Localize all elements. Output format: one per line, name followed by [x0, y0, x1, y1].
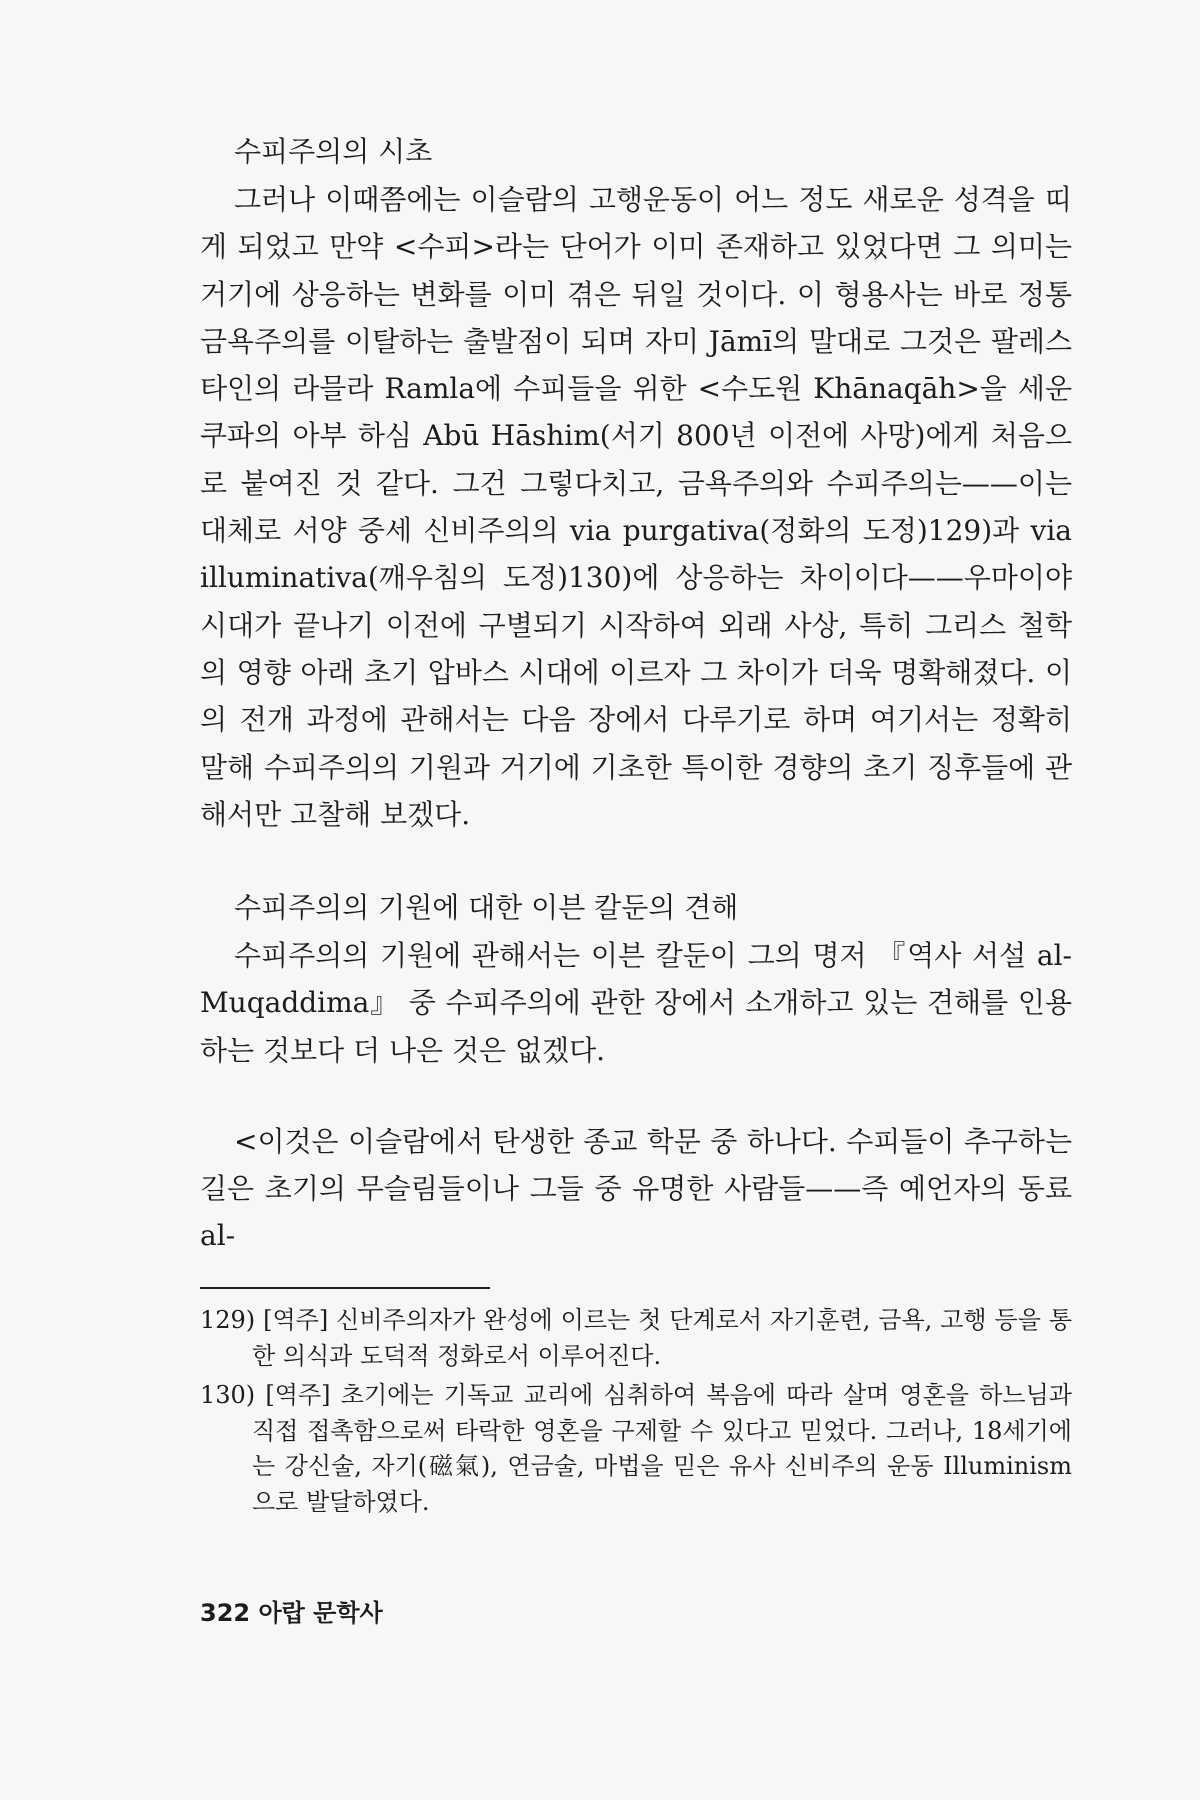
body-paragraph: 그러나 이때쯤에는 이슬람의 고행운동이 어느 정도 새로운 성격을 띠게 되었고 만약 <수피>라는 단어가 이미 존재하고 있었다면 그 의미는 거기에 상응하는 변화를 이미 겪은 뒤일 것이다. 이 형용사는 바로 정통 금욕주의를 이탈하는 출발점이 되며 자미 Jāmī의 말대로 그것은 팔레스타인의 라믈라 Ramla에 수피들을 위한 <수도원 Khānaqāh>을 세운 쿠파의 아부 하심 Abū Hāshim(서기 800년 이전에 사망)에게 처음으로 붙여진 것 같다. 그건 그렇다치고, 금욕주의와 수피주의는——이는 대체로 서양 중세 신비주의의 via purgativa(정화의 도정)129)과 via illuminativa(깨우침의 도정)130)에 상응하는 차이이다——우마이야 시대가 끝나기 이전에 구별되기 시작하여 외래 사상, 특히 그리스 철학의 영향 아래 초기 압바스 시대에 이르자 그 차이가 더욱 명확해졌다. 이의 전개 과정에 관해서는 다음 장에서 다루기로 하며 여기서는 정확히 말해 수피주의의 기원과 거기에 기초한 특이한 경향의 초기 징후들에 관해서만 고찰해 보겠다.	[200, 183, 1072, 831]
section-title: 수피주의의 기원에 대한 이븐 칼둔의 견해	[234, 891, 739, 925]
footnote-130: 130) [역주] 초기에는 기독교 교리에 심취하여 복음에 따라 살며 영혼을 하느님과 직접 접촉함으로써 타락한 영혼을 구제할 수 있다고 믿었다. 그러나, 18세기에는 강신술, 자기(磁氣), 연금술, 마법을 믿은 유사 신비주의 운동 Illuminism으로 발달하였다.	[200, 1381, 1072, 1516]
page-footer: 322 아랍 문학사	[200, 1599, 383, 1627]
body-paragraph: 수피주의의 기원에 관해서는 이븐 칼둔이 그의 명저 『역사 서설 al-Muqaddima』 중 수피주의에 관한 장에서 소개하고 있는 견해를 인용하는 것보다 더 나은 것은 없겠다.	[200, 939, 1072, 1067]
block-quote: <이것은 이슬람에서 탄생한 종교 학문 중 하나다. 수피들이 추구하는 길은 초기의 무슬림들이나 그들 중 유명한 사람들——즉 예언자의 동료al-	[200, 1125, 1072, 1253]
section-title: 수피주의의 시초	[234, 135, 433, 168]
footnote-129: 129) [역주] 신비주의자가 완성에 이르는 첫 단계로서 자기훈련, 금욕, 고행 등을 통한 의식과 도덕적 정화로서 이루어진다.	[200, 1306, 1072, 1370]
page-body	[200, 128, 1072, 1520]
footnote-divider	[200, 1287, 490, 1289]
